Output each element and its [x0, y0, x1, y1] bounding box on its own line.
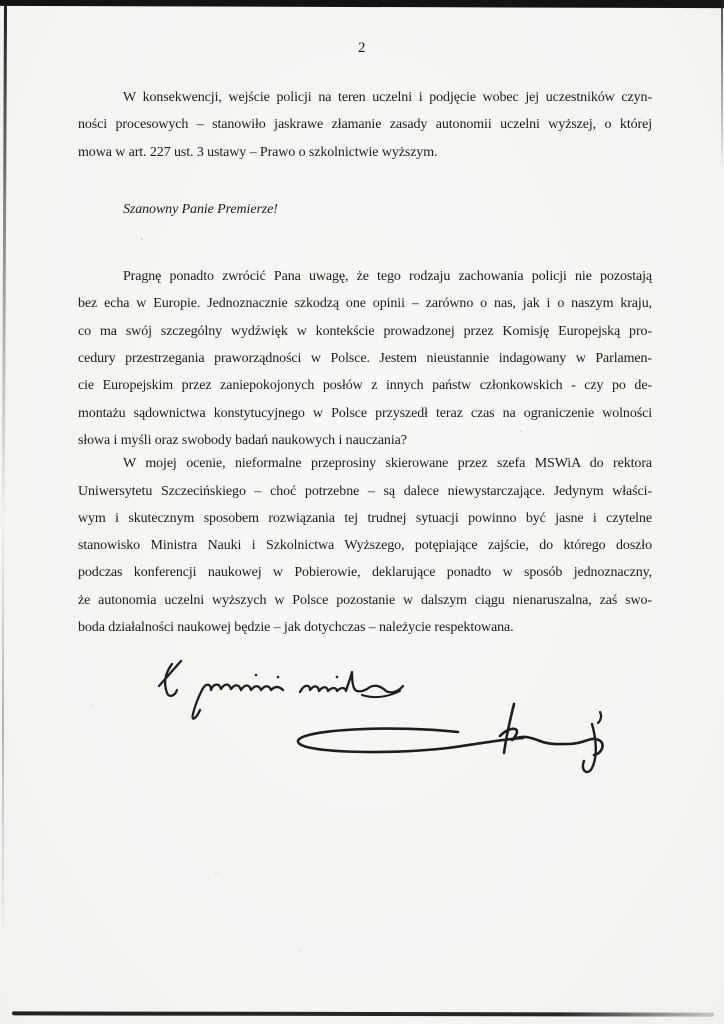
letter-body	[78, 84, 652, 641]
scan-edge-bottom	[12, 1011, 714, 1016]
text-line: montażu sądownictwa konstytucyjnego w Polsce przyszedł teraz czas na ograniczenie wolności	[78, 405, 652, 421]
scan-edge-left-lower	[2, 510, 4, 940]
text-line: Pragnę ponadto zwrócić Pana uwagę, że tego rodzaju zachowania policji nie pozostają	[123, 269, 652, 285]
salutation: Szanowny Panie Premierze!	[123, 201, 278, 217]
page-number: 2	[358, 40, 366, 56]
paragraph-2	[78, 263, 652, 454]
paragraph-3	[78, 450, 652, 641]
paragraph-1	[78, 84, 652, 166]
text-line: podczas konferencji naukowej w Pobierowie, deklarujące ponadto w sposób jednoznaczny,	[78, 565, 652, 581]
text-line: W konsekwencji, wejście policji na teren uczelni i podjęcie wobec jej uczestników czyn-	[123, 90, 652, 105]
text-line: bez echa w Europie. Jednoznacznie szkodzą one opinii – zarówno o nas, jak i o naszym kraju,	[78, 296, 652, 312]
scan-edge-left	[2, 5, 7, 525]
scan-noise-specks	[0, 0, 2, 2]
scan-edge-top	[0, 0, 724, 8]
signature-scribble	[298, 704, 603, 772]
text-line: słowa i myśli oraz swobody badań naukowych i nauczania?	[78, 432, 407, 448]
scan-edge-right	[721, 0, 723, 170]
text-line: ności procesowych – stanowiło jaskrawe złamanie zasady autonomii uczelni wyższej, o której	[78, 117, 652, 133]
text-line: cedury przestrzegania praworządności w Polsce. Jestem nieustannie indagowany w Parlamen-	[78, 351, 652, 367]
handwritten-closing	[159, 661, 403, 719]
text-line: W mojej ocenie, nieformalne przeprosiny skierowane przez szefa MSWiA do rektora	[123, 456, 652, 472]
text-line: co ma swój szczególny wydźwięk w kontekście prowadzonej przez Komisję Europejską pro-	[78, 323, 652, 339]
text-line: boda działalności naukowej będzie – jak dotychczas – należycie respektowana.	[78, 620, 514, 636]
text-line: wym i skutecznym sposobem rozwiązania tej trudnej sytuacji powinno być jasne i czytelne	[78, 510, 652, 526]
text-line: stanowisko Ministra Nauki i Szkolnictwa Wyższego, potępiające zajście, do którego doszło	[78, 538, 652, 554]
text-line: Uniwersytetu Szczecińskiego – choć potrzebne – są dalece niewystarczające. Jedynym właści-	[78, 483, 652, 499]
text-line: cie Europejskim przez zaniepokojonych posłów z innych państw członkowskich - czy po de-	[78, 378, 652, 394]
text-line: że autonomia uczelni wyższych w Polsce pozostanie w dalszym ciągu nienaruszalna, zaś swo-	[78, 592, 652, 608]
handwriting-area	[148, 648, 618, 798]
text-line: mowa w art. 227 ust. 3 ustawy – Prawo o szkolnictwie wyższym.	[78, 144, 438, 160]
